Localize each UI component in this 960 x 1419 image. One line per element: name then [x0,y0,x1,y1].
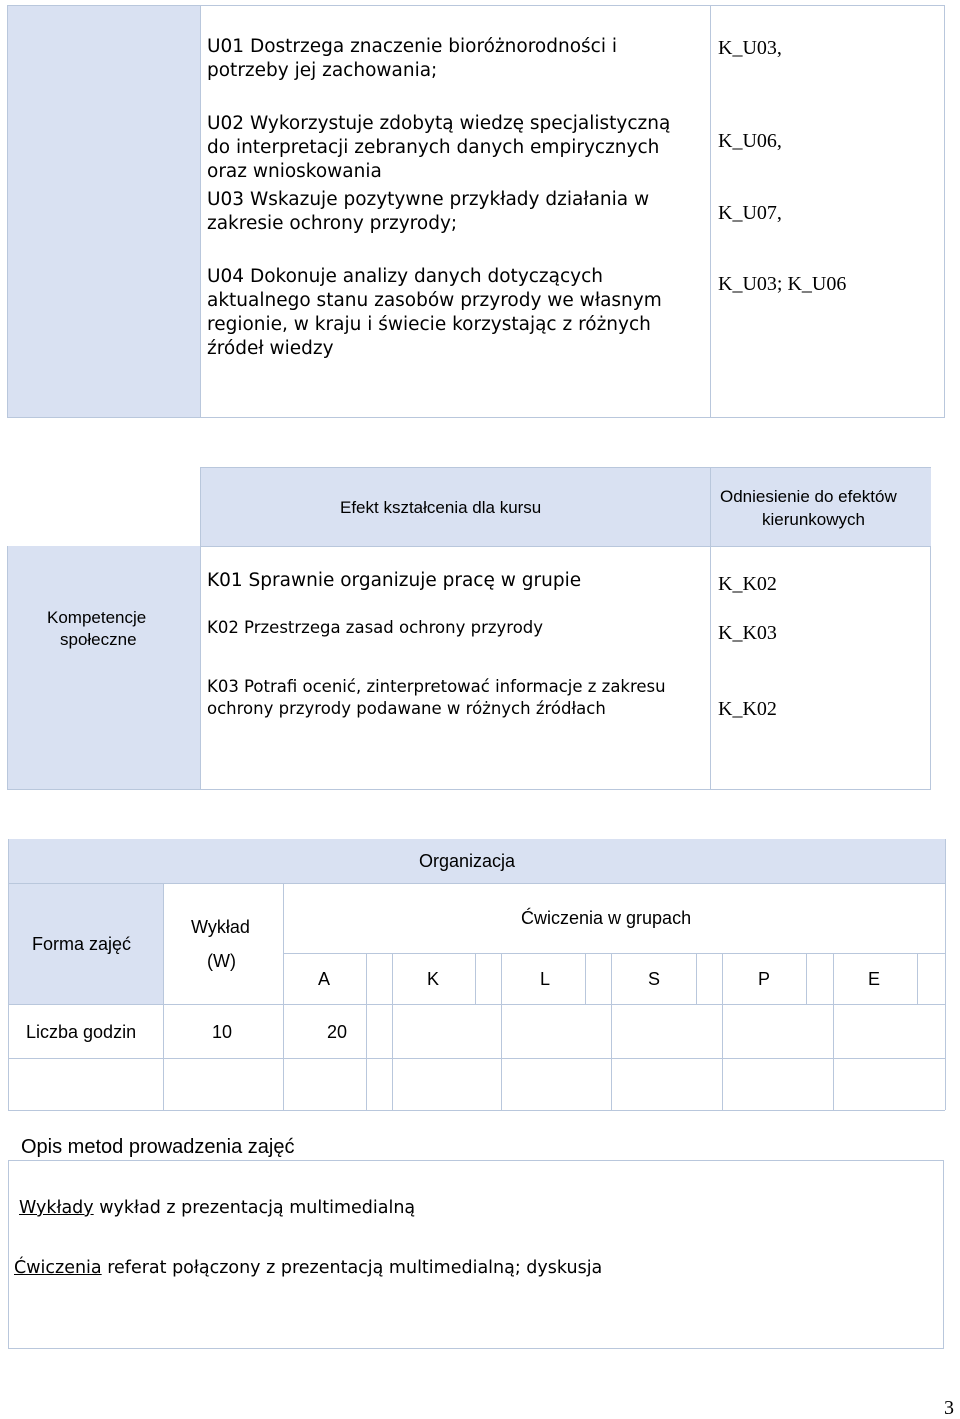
competence-k03-line1: K03 Potrafi ocenić, zinterpretować informacje z zakresu [207,677,666,696]
skill-u04-text [207,265,662,361]
skill-u04-line3: regionie, w kraju i świecie korzystając z różnych [207,314,651,335]
competence-k02-text: K02 Przestrzega zasad ochrony przyrody [207,618,544,637]
organization-title: Organizacja [419,851,516,871]
competence-header-ref-line1: Odniesienie do efektów [720,487,897,506]
skill-u02-line3: oraz wnioskowania [207,161,382,182]
skill-u02-text [207,112,670,184]
skill-u03-line1: U03 Wskazuje pozytywne przykłady działania w [207,189,650,210]
subcol-a: A [318,969,331,989]
subcol-e: E [868,969,881,989]
skill-u01-ref: K_U03, [718,37,782,59]
methods-cwiczenia-label: Ćwiczenia [14,1258,102,1278]
competence-category-line1: Kompetencje [47,608,147,627]
skill-u03-ref: K_U07, [718,202,782,224]
page-number: 3 [944,1397,954,1419]
methods-wyklady-line [19,1200,415,1218]
wyklad-header-line1: Wykład [191,917,250,937]
skill-u03-text [207,188,649,236]
methods-title: Opis metod prowadzenia zajęć [21,1136,295,1158]
skill-u02-line2: do interpretacji zebranych danych empirycznych [207,137,660,158]
competence-header-effect-label: Efekt kształcenia dla kursu [340,498,542,517]
skill-u01-line2: potrzeby jej zachowania; [207,60,438,81]
skill-u01-text [207,35,617,83]
skills-category-cell [8,6,200,417]
competence-header-ref-line2: kierunkowych [762,510,865,529]
methods-cwiczenia-text: referat połączony z prezentacją multimedialną; dyskusja [101,1258,603,1278]
competence-k02-ref: K_K03 [718,622,777,644]
competence-k03-text [207,676,666,720]
competence-k03-line2: ochrony przyrody podawane w różnych źródłach [207,699,606,718]
forma-label: Forma zajęć [32,934,132,954]
skill-u02-ref: K_U06, [718,130,782,152]
methods-wyklady-label: Wykłady [19,1198,94,1218]
methods-box [8,1160,944,1349]
cwiczenia-header: Ćwiczenia w grupach [521,908,692,928]
skill-u01-line1: U01 Dostrzega znaczenie bioróżnorodności i [207,36,617,57]
competence-k03-ref: K_K02 [718,698,777,720]
competence-k01-ref: K_K02 [718,573,777,595]
hours-wyklad: 10 [212,1022,233,1042]
competence-header-ref [711,467,931,546]
competence-k01-text: K01 Sprawnie organizuje pracę w grupie [207,570,582,591]
competence-category-cell [8,546,200,789]
skill-u04-line2: aktualnego stanu zasobów przyrody we własnym [207,290,662,311]
skill-u04-line1: U04 Dokonuje analizy danych dotyczących [207,266,603,287]
hours-a: 20 [327,1022,348,1042]
subcol-p: P [758,969,771,989]
methods-cwiczenia-line [14,1260,602,1278]
skill-u04-line4: źródeł wiedzy [207,338,334,359]
subcol-l: L [540,969,551,989]
skill-u04-ref: K_U03; K_U06 [718,273,847,295]
skill-u03-line2: zakresie ochrony przyrody; [207,213,458,234]
subcol-s: S [648,969,661,989]
skill-u02-line1: U02 Wykorzystuje zdobytą wiedzę specjalistyczną [207,113,671,134]
hours-label: Liczba godzin [26,1022,137,1042]
subcol-k: K [427,969,440,989]
wyklad-header-line2: (W) [207,951,236,971]
competence-category-line2: społeczne [60,630,137,649]
methods-wyklady-text: wykład z prezentacją multimedialną [93,1198,416,1218]
